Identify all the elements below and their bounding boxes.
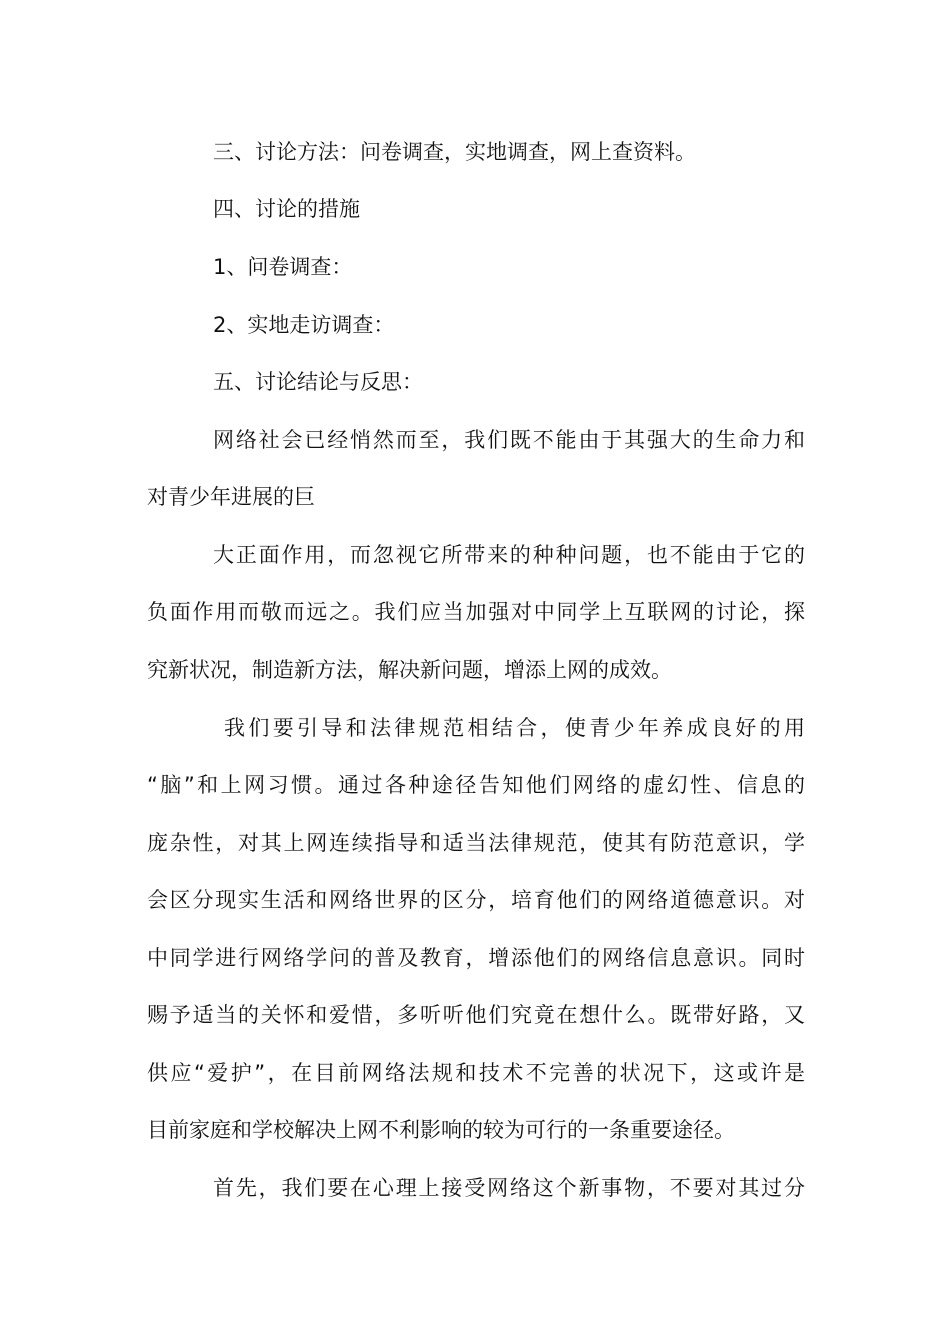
paragraph-2-line-1: 大正面作用，而忽视它所带来的种种问题，也不能由于它的	[213, 543, 805, 567]
paragraph-3-line-4: 会区分现实生活和网络世界的区分，培育他们的网络道德意识。对	[147, 888, 805, 912]
paragraph-3-line-2: “脑”和上网习惯。通过各种途径告知他们网络的虚幻性、信息的	[147, 773, 805, 797]
paragraph-3-line-1: 我们要引导和法律规范相结合，使青少年养成良好的用	[224, 716, 805, 740]
item-1-questionnaire: 1、问卷调查：	[213, 255, 353, 279]
paragraph-3-line-6: 赐予适当的关怀和爱惜，多听听他们究竟在想什么。既带好路，又	[147, 1003, 805, 1027]
paragraph-3-line-3: 庞杂性，对其上网连续指导和适当法律规范，使其有防范意识，学	[147, 831, 805, 855]
paragraph-2-line-2: 负面作用而敬而远之。我们应当加强对中同学上互联网的讨论，探	[147, 600, 805, 624]
paragraph-1-line-1: 网络社会已经悄然而至，我们既不能由于其强大的生命力和	[213, 428, 805, 452]
section-5-heading: 五、讨论结论与反思：	[213, 370, 423, 394]
paragraph-2-line-3: 究新状况，制造新方法，解决新问题，增添上网的成效。	[147, 658, 672, 682]
item-2-field-visit: 2、实地走访调查：	[213, 313, 395, 337]
paragraph-4-line-1: 首先，我们要在心理上接受网络这个新事物，不要对其过分	[213, 1176, 805, 1200]
paragraph-1-line-2: 对青少年进展的巨	[147, 485, 315, 509]
paragraph-3-line-7: 供应“爱护”，在目前网络法规和技术不完善的状况下，这或许是	[147, 1061, 805, 1085]
paragraph-3-line-8: 目前家庭和学校解决上网不利影响的较为可行的一条重要途径。	[147, 1118, 735, 1142]
section-3-heading: 三、讨论方法：问卷调查，实地调查，网上查资料。	[213, 140, 696, 164]
section-4-heading: 四、讨论的措施	[213, 197, 360, 221]
paragraph-3-line-5: 中同学进行网络学问的普及教育，增添他们的网络信息意识。同时	[147, 946, 805, 970]
